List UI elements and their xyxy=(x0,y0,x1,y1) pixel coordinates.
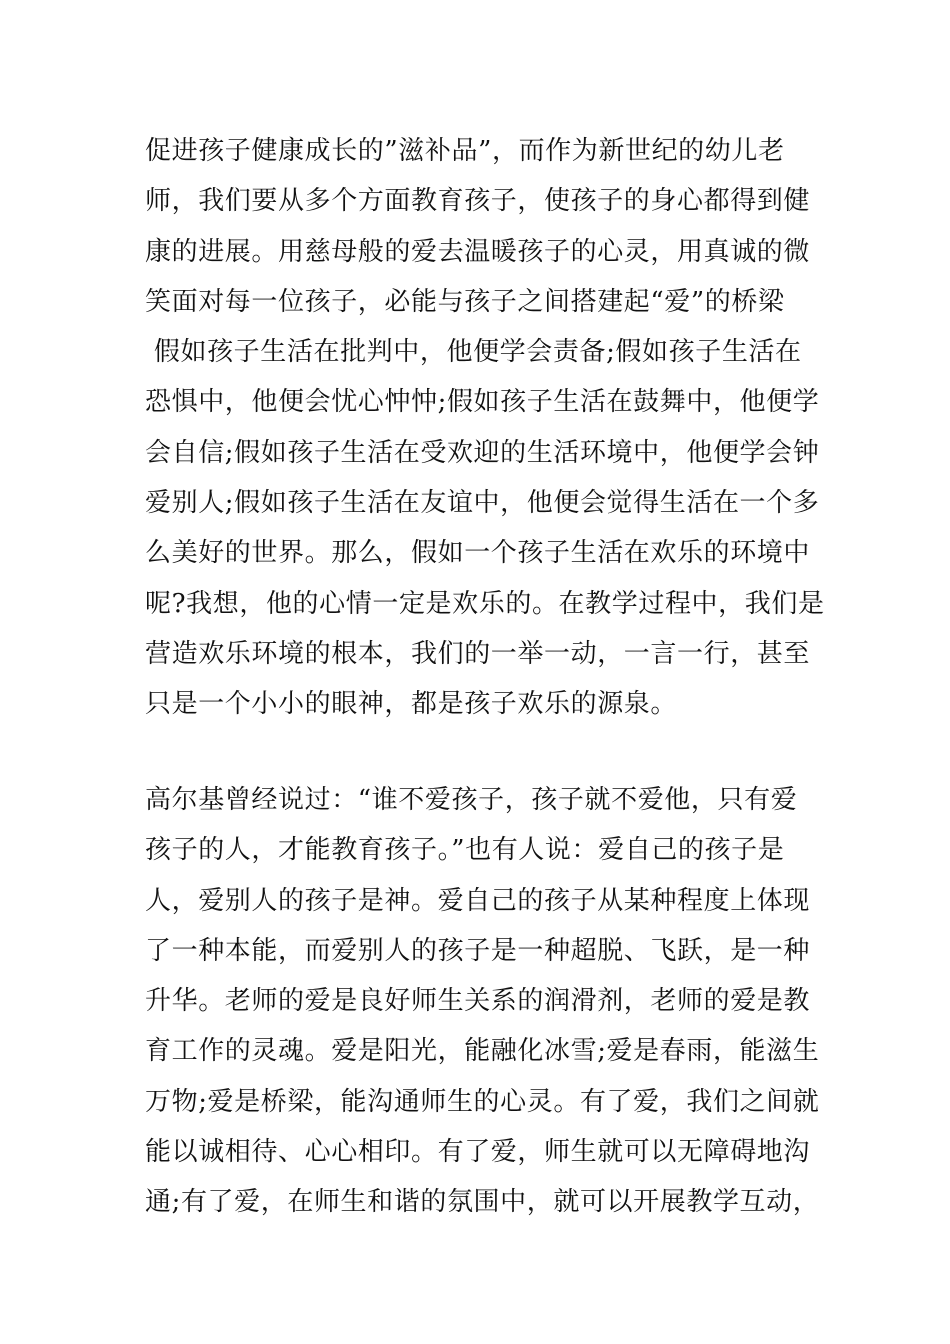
text-line: 康的进展。用慈母般的爱去温暖孩子的心灵，用真诚的微 xyxy=(145,236,811,267)
text-line: 营造欢乐环境的根本，我们的一举一动，一言一行，甚至 xyxy=(145,638,811,669)
text-line: 了一种本能，而爱别人的孩子是一种超脱、飞跃，是一种 xyxy=(145,935,811,966)
text-line: 呢?我想，他的心情一定是欢乐的。在教学过程中，我们是 xyxy=(145,588,825,619)
text-line: 万物;爱是桥梁，能沟通师生的心灵。有了爱，我们之间就 xyxy=(145,1086,820,1117)
text-line: 升华。老师的爱是良好师生关系的润滑剂，老师的爱是教 xyxy=(145,986,811,1017)
text-line: 笑面对每一位孩子，必能与孩子之间搭建起“爱”的桥梁 xyxy=(145,286,785,317)
text-line: 会自信;假如孩子生活在受欢迎的生活环境中，他便学会钟 xyxy=(145,437,820,468)
text-line: 能以诚相待、心心相印。有了爱，师生就可以无障碍地沟 xyxy=(145,1137,811,1168)
text-line: 假如孩子生活在批判中，他便学会责备;假如孩子生活在 xyxy=(145,337,802,368)
text-line: 通;有了爱，在师生和谐的氛围中，就可以开展教学互动， xyxy=(145,1187,820,1218)
text-line: 么美好的世界。那么，假如一个孩子生活在欢乐的环境中 xyxy=(145,538,811,569)
text-line: 只是一个小小的眼神，都是孩子欢乐的源泉。 xyxy=(145,689,678,720)
text-line: 育工作的灵魂。爱是阳光，能融化冰雪;爱是春雨，能滋生 xyxy=(145,1036,820,1067)
paragraph-gorky-quote xyxy=(145,775,825,1228)
text-line: 恐惧中，他便会忧心忡忡;假如孩子生活在鼓舞中，他便学 xyxy=(145,387,820,418)
text-line: 高尔基曾经说过：“谁不爱孩子，孩子就不爱他，只有爱 xyxy=(145,785,798,815)
text-line: 师，我们要从多个方面教育孩子，使孩子的身心都得到健 xyxy=(145,186,811,217)
text-line: 爱别人;假如孩子生活在友谊中，他便会觉得生活在一个多 xyxy=(145,488,820,519)
text-line: 人，爱别人的孩子是神。爱自己的孩子从某种程度上体现 xyxy=(145,885,811,916)
text-line: 孩子的人，才能教育孩子。”也有人说：爱自己的孩子是 xyxy=(145,835,785,866)
text-line: 促进孩子健康成长的”滋补品”，而作为新世纪的幼儿老 xyxy=(145,136,785,166)
paragraph-children-growth xyxy=(145,126,825,730)
